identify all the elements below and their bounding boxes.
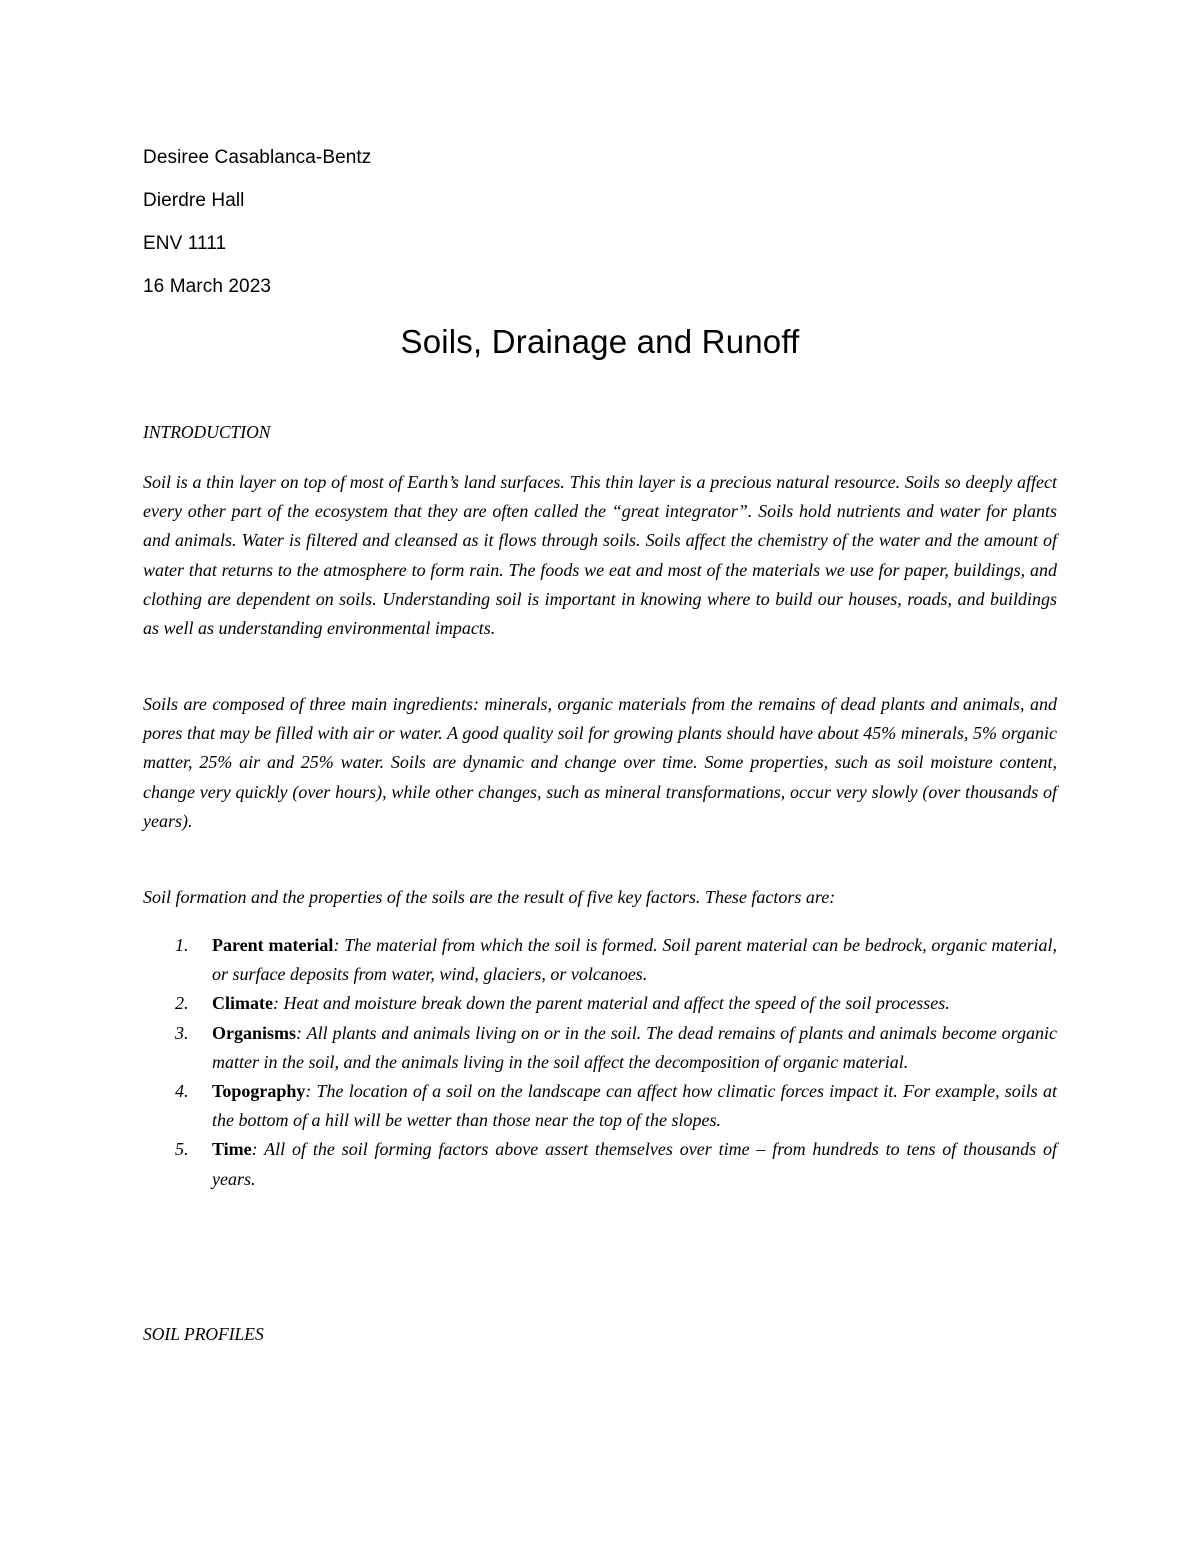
list-item-number: 5. <box>175 1139 189 1160</box>
intro-paragraph-1: Soil is a thin layer on top of most of Earth’s land surfaces. This thin layer is a precious natural resource. Soils so deeply affect every other part of the ecosystem that they are often called the “great integrator”. Soils hold nutrients and water for plants and animals. Water is filtered and cleansed as it flows through soils. Soils affect the chemistry of the water and the amount of water that returns to the atmosphere to form rain. The foods we eat and most of the materials we use for paper, buildings, and clothing are dependent on soils. Understanding soil is important in knowing where to build our houses, roads, and buildings as well as understanding environmental impacts. <box>143 472 1057 639</box>
list-item <box>143 1019 1057 1077</box>
list-item <box>143 1077 1057 1135</box>
factor-term: Organisms <box>212 1022 297 1043</box>
factor-description: : All plants and animals living on or in the soil. The dead remains of plants and animals become organic matter in the soil, and the animals living in the soil affect the decomposition of organic material. <box>212 1022 1057 1072</box>
soil-factors-list <box>143 931 1057 1194</box>
course-code: ENV 1111 <box>143 233 227 254</box>
list-item-number: 2. <box>175 993 189 1014</box>
page-title: Soils, Drainage and Runoff <box>400 323 800 360</box>
factor-description: : The location of a soil on the landscape can affect how climatic forces impact it. For example, soils at the bottom of a hill will be wetter than those near the top of the slopes. <box>212 1081 1057 1131</box>
factor-description: : Heat and moisture break down the parent material and affect the speed of the soil processes. <box>272 993 950 1014</box>
soil-profiles-heading: SOIL PROFILES <box>143 1324 264 1344</box>
factor-term: Time <box>212 1139 252 1160</box>
list-item-number: 4. <box>175 1081 189 1102</box>
list-item-number: 1. <box>175 935 189 955</box>
factor-description: : The material from which the soil is formed. Soil parent material can be bedrock, organic material, or surface deposits from water, wind, glaciers, or volcanoes. <box>212 935 1057 985</box>
factor-term: Topography <box>212 1081 306 1102</box>
list-item-number: 3. <box>175 1022 189 1043</box>
intro-paragraph-3: Soil formation and the properties of the soils are the result of five key factors. These factors are: <box>143 887 836 907</box>
author-name: Desiree Casablanca-Bentz <box>143 147 372 168</box>
factor-description: : All of the soil forming factors above assert themselves over time – from hundreds to tens of thousands of years. <box>212 1139 1057 1189</box>
introduction-heading: INTRODUCTION <box>143 422 271 442</box>
document-date: 16 March 2023 <box>143 276 272 297</box>
instructor-name: Dierdre Hall <box>143 190 245 211</box>
list-item <box>143 989 1057 1018</box>
factor-term: Parent material <box>212 935 334 955</box>
intro-paragraph-2: Soils are composed of three main ingredients: minerals, organic materials from the remains of dead plants and animals, and pores that may be filled with air or water. A good quality soil for growing plants should have about 45% minerals, 5% organic matter, 25% air and 25% water. Soils are dynamic and change over time. Some properties, such as soil moisture content, change very quickly (over hours), while other changes, such as mineral transformations, occur very slowly (over thousands of years). <box>143 694 1057 831</box>
list-item <box>143 931 1057 989</box>
list-item <box>143 1135 1057 1193</box>
factor-term: Climate <box>212 993 273 1014</box>
